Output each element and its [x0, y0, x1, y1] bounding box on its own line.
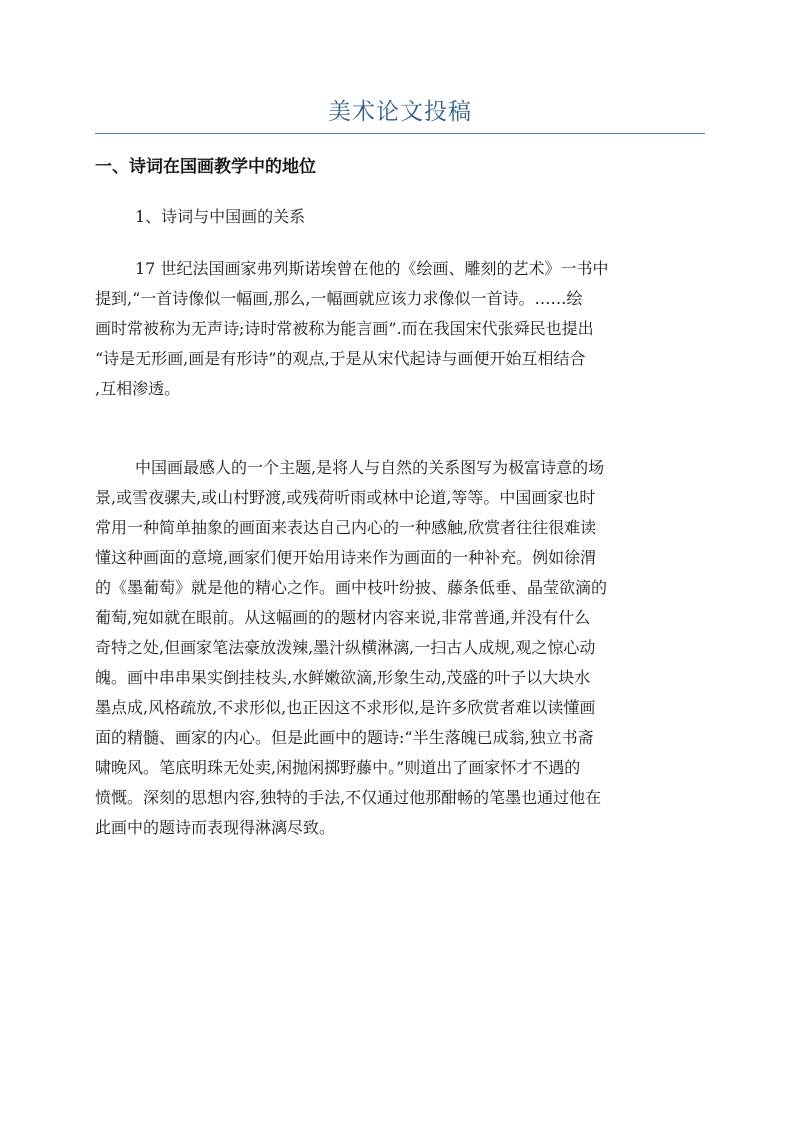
paragraph-line: 中国画最感人的一个主题,是将人与自然的关系图写为极富诗意的场 [135, 458, 605, 477]
paragraph-line: 景,或雪夜骡夫,或山村野渡,或残荷听雨或林中论道,等等。中国画家也时 [95, 488, 596, 507]
paragraph-line: 魄。画中串串果实倒挂枝头,水鲜嫩欲滴,形象生动,茂盛的叶子以大块水 [95, 668, 591, 687]
paragraph-line: 提到,“一首诗像似一幅画,那么,一幅画就应该力求像似一首诗。……绘 [95, 289, 583, 308]
paragraph-line: 面的精髓、画家的内心。但是此画中的题诗:“半生落魄已成翁,独立书斋 [95, 728, 594, 747]
subsection-heading: 1、诗词与中国画的关系 [135, 207, 306, 226]
body-paragraph-1 [95, 254, 705, 404]
title-underline-rule [95, 133, 705, 134]
paragraph-line: 愤慨。深刻的思想内容,独特的手法,不仅通过他那酣畅的笔墨也通过他在 [95, 788, 602, 807]
paragraph-line: 墨点成,风格疏放,不求形似,也正因这不求形似,是许多欣赏者难以读懂画 [95, 698, 596, 717]
paragraph-line: 的《墨葡萄》就是他的精心之作。画中枝叶纷披、藤条低垂、晶莹欲滴的 [95, 578, 608, 597]
paragraph-line: 17 世纪法国画家弗列斯诺埃曾在他的《绘画、雕刻的艺术》一书中 [135, 259, 609, 278]
paragraph-line: 此画中的题诗而表现得淋漓尽致。 [95, 818, 336, 837]
paragraph-line: 常用一种简单抽象的画面来表达自己内心的一种感触,欣赏者往往很难读 [95, 518, 597, 537]
paragraph-line: 奇特之处,但画家笔法豪放泼辣,墨汁纵横淋漓,一扫古人成规,观之惊心动 [95, 638, 596, 657]
body-paragraph-2 [95, 453, 705, 843]
paragraph-line: 懂这种画面的意境,画家们便开始用诗来作为画面的一种补充。例如徐渭 [95, 548, 597, 567]
paragraph-line: 葡萄,宛如就在眼前。从这幅画的的题材内容来说,非常普通,并没有什么 [95, 608, 591, 627]
paragraph-line: ,互相渗透。 [95, 379, 181, 398]
paragraph-line: 啸晚风。笔底明珠无处卖,闲抛闲掷野藤中。”则道出了画家怀才不遇的 [95, 758, 581, 777]
paragraph-line: “诗是无形画,画是有形诗”的观点,于是从宋代起诗与画便开始互相结合 [95, 349, 586, 368]
paragraph-line: 画时常被称为无声诗;诗时常被称为能言画”.而在我国宋代张舜民也提出 [95, 319, 594, 338]
document-title: 美术论文投稿 [328, 99, 472, 125]
section-heading: 一、诗词在国画教学中的地位 [95, 157, 316, 177]
